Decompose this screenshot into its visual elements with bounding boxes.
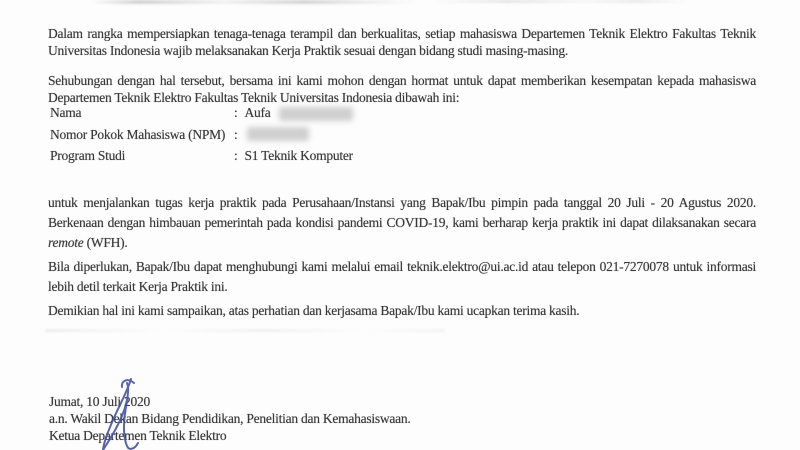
field-row-nama [50,104,750,126]
nama-colon: : [234,105,238,120]
nama-value [245,104,353,121]
paragraph-contact: Bila diperlukan, Bapak/Ibu dapat menghubungi kami melalui email teknik.elektro@ui.ac.id atau telepon 021-7270078 untuk informasi lebih detil terkait Kerja Praktik ini. [48,258,756,294]
scan-artifact-top [90,0,420,4]
program-studi-value [245,147,353,164]
npm-label: Nomor Pokok Mahasiswa (NPM) [50,126,226,142]
program-studi-value-text: S1 Teknik Komputer [244,148,353,163]
paragraph-thanks: Demikian hal ini kami sampaikan, atas perhatian dan kerjasama Bapak/Ibu kami ucapkan terima kasih. [48,302,580,318]
student-details [50,104,750,169]
nama-value-text: Aufa [244,105,271,120]
closing-date: Jumat, 10 Juli 2020 [49,394,151,409]
paragraph-request: Sehubungan dengan hal tersebut, bersama ini kami mohon dengan hormat untuk dapat memberikan kesempatan kepada mahasiswa Departemen Teknik Elektro Fakultas Teknik Universitas Indonesia dibawah ini: [48,72,756,105]
program-studi-label: Program Studi [50,148,126,163]
program-studi-colon: : [234,148,238,163]
paragraph-period-covid [48,193,756,253]
paragraph-period-run2: (WFH). [83,234,128,250]
scan-artifact-middle [45,329,445,332]
npm-colon: : [234,126,238,142]
paragraph-intro: Dalam rangka mempersiapkan tenaga-tenaga terampil dan berkualitas, setiap mahasiswa Departemen Teknik Elektro Fakultas Teknik Universitas Indonesia wajib melaksanakan Kerja Praktik sesuai dengan bidang studi masing-masing. [48,25,756,58]
npm-value [245,126,309,140]
paragraph-period-run1: untuk menjalankan tugas kerja praktik pada Perusahaan/Instansi yang Bapak/Ibu pimpin pada tanggal 20 Juli - 20 Agustus 2020. Berkenaan dengan himbauan pemerintah pada kondisi pandemi COVID-19, kami berharap kerja praktik ini dapat dilaksanakan secara [48,194,756,230]
nama-label: Nama [50,105,82,120]
scan-artifact-top-right [430,0,690,3]
field-row-npm [50,126,750,148]
redacted-name-box [279,107,353,121]
field-row-program-studi [50,147,750,169]
redacted-npm-box [247,127,309,141]
paragraph-period-remote-italic: remote [48,234,84,250]
closing-title: Ketua Departemen Teknik Elektro [49,428,227,443]
closing-on-behalf: a.n. Wakil Dekan Bidang Pendidikan, Penelitian dan Kemahasiswaan. [49,411,411,426]
signature-scribble [95,374,155,450]
